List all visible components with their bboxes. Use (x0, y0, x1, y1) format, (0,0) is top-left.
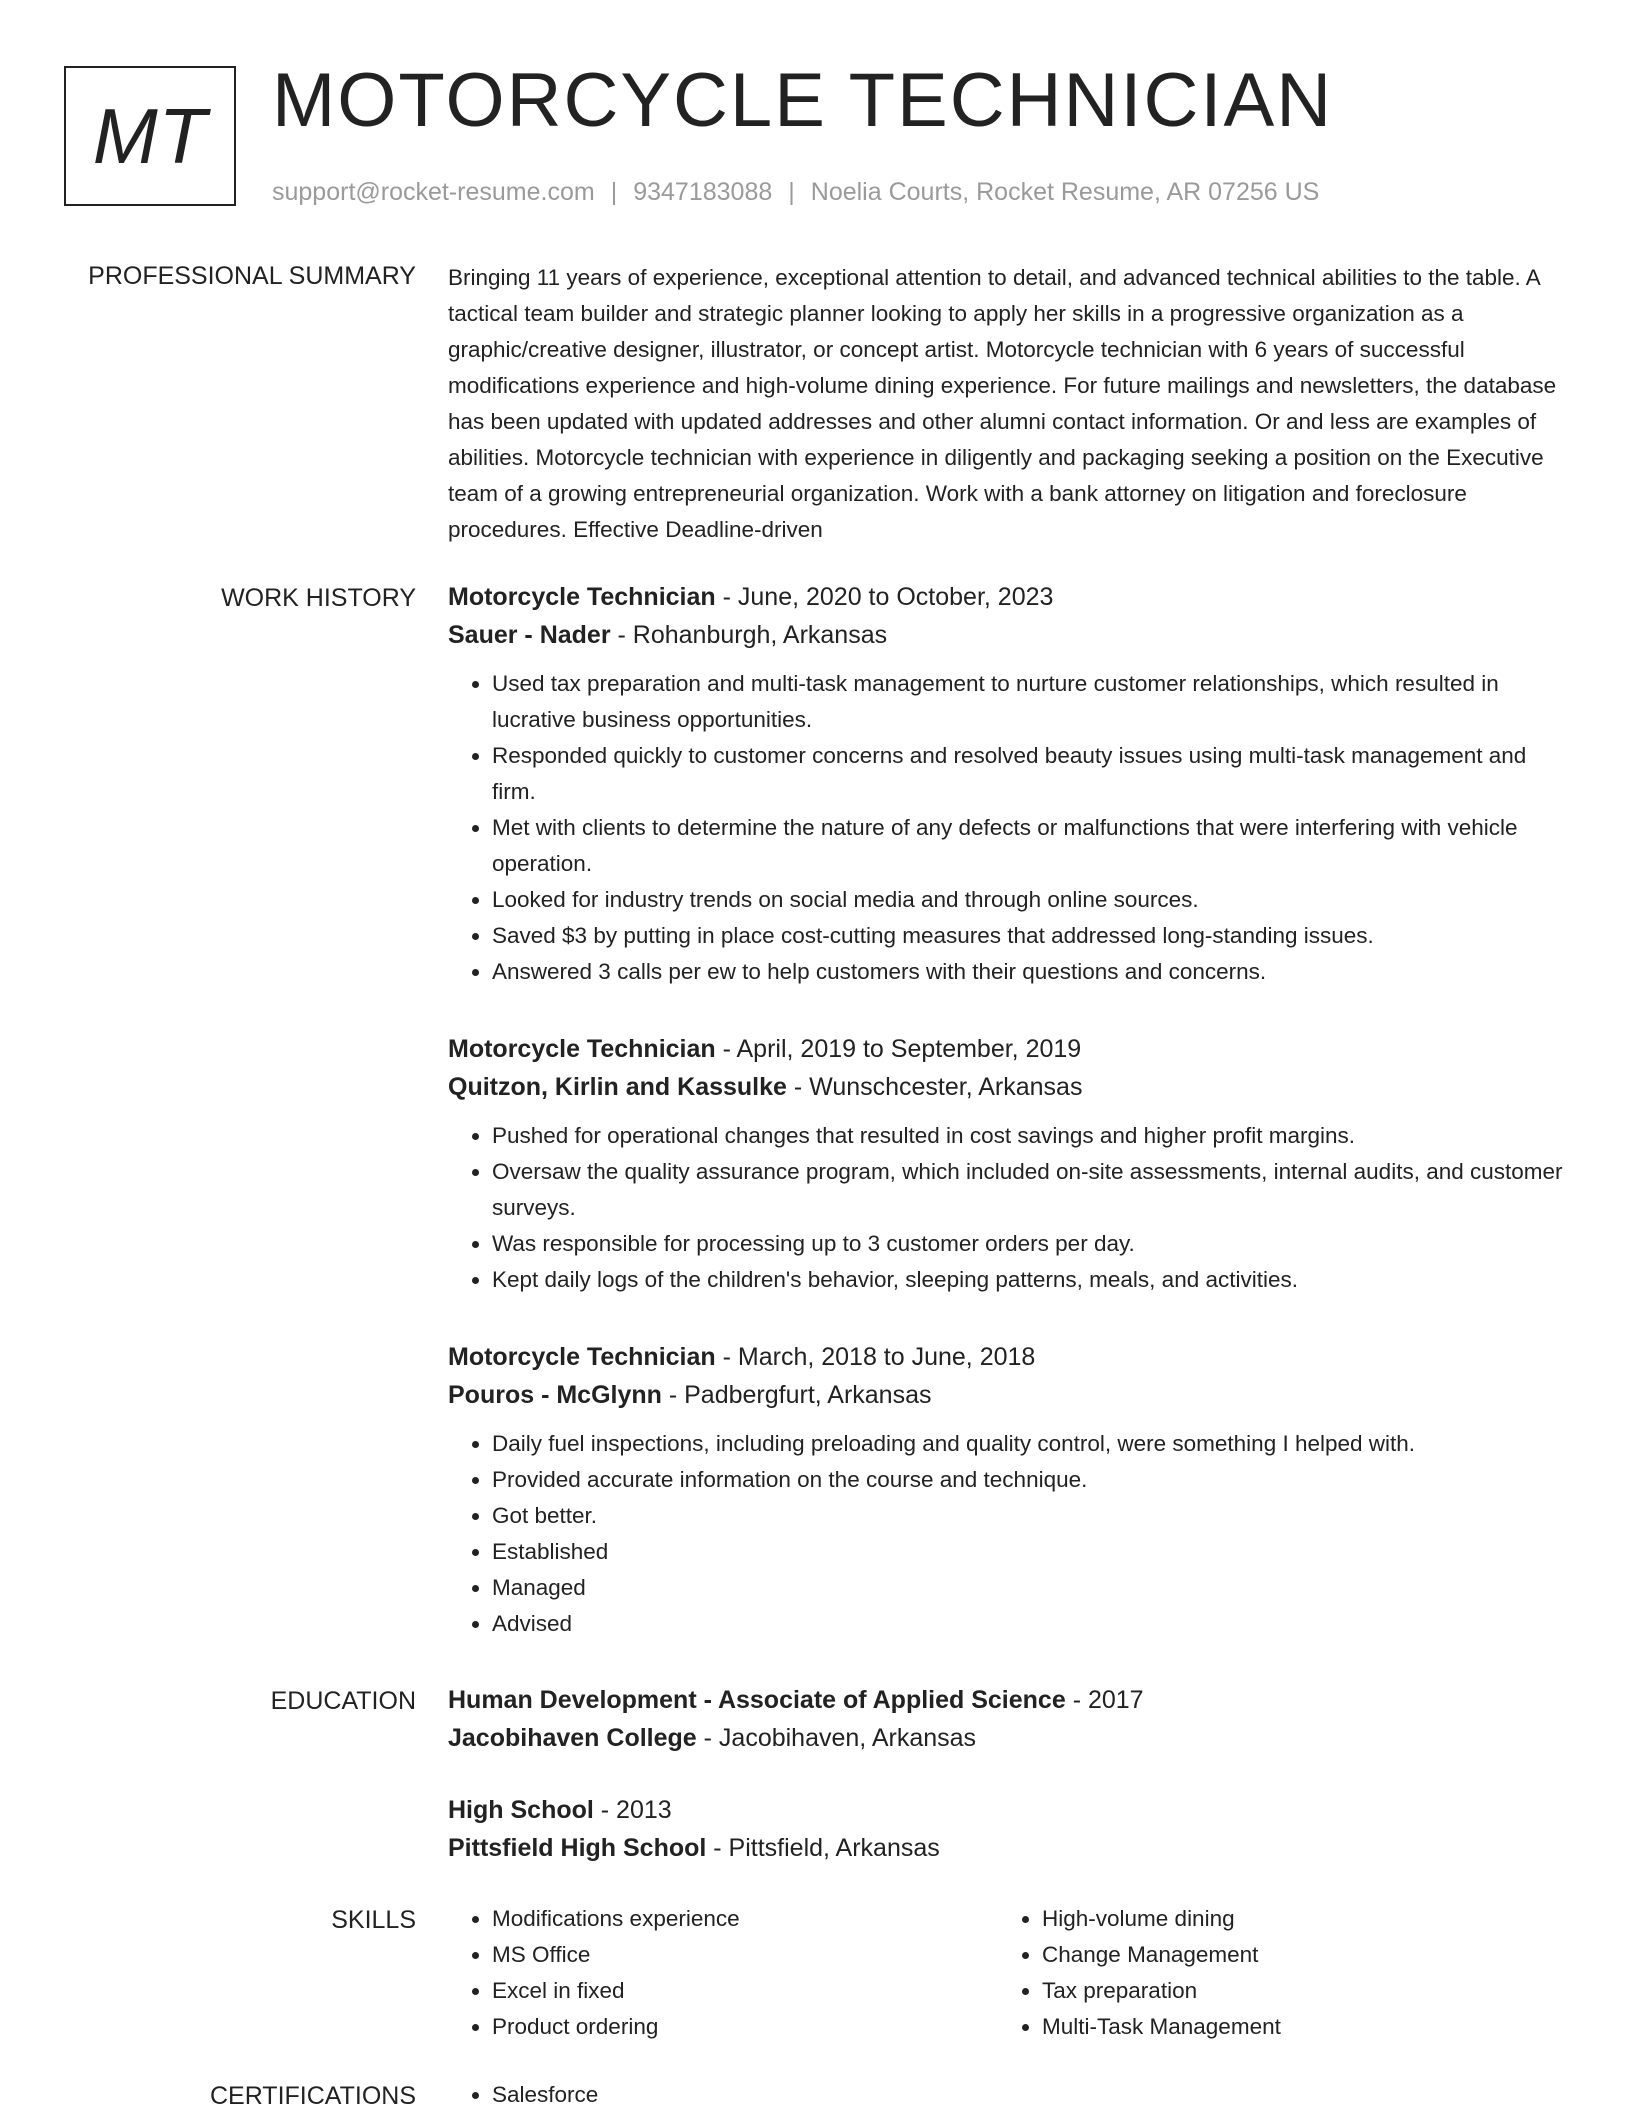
job-title-line (448, 578, 1566, 616)
job-bullets (448, 1426, 1566, 1642)
skill-item: • MS Office (492, 1937, 998, 1973)
skill-item: • Excel in fixed (492, 1973, 998, 2009)
monogram-initials: MT (92, 91, 208, 180)
contact-line (272, 176, 1319, 208)
job-title: Motorcycle Technician (448, 583, 716, 611)
certification-item: • Salesforce (492, 2077, 1566, 2113)
job-org-line (448, 616, 1566, 654)
summary-heading: PROFESSIONAL SUMMARY (88, 262, 416, 290)
education-location: - Pittsfield, Arkansas (706, 1834, 940, 1862)
job-location: - Wunschcester, Arkansas (786, 1073, 1083, 1101)
skill-item: • Modifications experience (492, 1901, 998, 1937)
skill-item: • Change Management (1042, 1937, 1548, 1973)
job-entry (448, 578, 1566, 990)
job-bullet: • Oversaw the quality assurance program, which included on-site assessments, internal audits, and customer surveys. (492, 1154, 1566, 1226)
job-title-line (448, 1030, 1566, 1068)
summary-text: Bringing 11 years of experience, exceptional attention to detail, and advanced technical abilities to the table. A tactical team builder and strategic planner looking to apply her skills in a progressive organization as a graphic/creative designer, illustrator, or concept artist. Motorcycle technician with 6 years of successful modifications experience and high-volume dining experience. For future mailings and newsletters, the database has been updated with updated addresses and other alumni contact information. Or and less are examples of abilities. Motorcycle technician with experience in diligently and packaging seeking a position on the Executive team of a growing entrepreneurial organization. Work with a bank attorney on litigation and foreclosure procedures. Effective Deadline-driven (448, 265, 1557, 542)
skill-item: • High-volume dining (1042, 1901, 1548, 1937)
contact-separator: | (610, 178, 618, 206)
education-year: - 2013 (593, 1796, 672, 1824)
job-bullet: • Daily fuel inspections, including preloading and quality control, were something I helped with. (492, 1426, 1566, 1462)
job-bullets (448, 1118, 1566, 1298)
skill-item: • Product ordering (492, 2009, 998, 2045)
job-bullet: • Managed (492, 1570, 1566, 1606)
job-company: Sauer - Nader (448, 621, 611, 649)
education-school: Jacobihaven College (448, 1724, 697, 1752)
job-dates: - June, 2020 to October, 2023 (715, 583, 1054, 611)
candidate-name: MOTORCYCLE TECHNICIAN (272, 58, 1334, 143)
job-bullet: • Established (492, 1534, 1566, 1570)
job-company: Pouros - McGlynn (448, 1381, 662, 1409)
job-bullets (448, 666, 1566, 990)
job-bullet: • Responded quickly to customer concerns and resolved beauty issues using multi-task management and firm. (492, 738, 1566, 810)
contact-phone: 9347183088 (633, 178, 773, 206)
job-bullet: • Kept daily logs of the children's behavior, sleeping patterns, meals, and activities. (492, 1262, 1566, 1298)
job-company: Quitzon, Kirlin and Kassulke (448, 1073, 787, 1101)
skills-list-right (998, 1901, 1548, 2045)
job-bullet: • Pushed for operational changes that resulted in cost savings and higher profit margins. (492, 1118, 1566, 1154)
job-title-line (448, 1338, 1566, 1376)
job-dates: - April, 2019 to September, 2019 (715, 1035, 1082, 1063)
job-bullet: • Advised (492, 1606, 1566, 1642)
education-heading: EDUCATION (270, 1687, 416, 1715)
education-entry (448, 1791, 1566, 1867)
job-entry (448, 1030, 1566, 1298)
work-history-heading: WORK HISTORY (221, 584, 416, 612)
skills-heading: SKILLS (331, 1906, 416, 1934)
monogram-badge (64, 66, 236, 206)
job-bullet: • Used tax preparation and multi-task management to nurture customer relationships, which resulted in lucrative business opportunities. (492, 666, 1566, 738)
job-bullet: • Provided accurate information on the course and technique. (492, 1462, 1566, 1498)
job-bullet: • Got better. (492, 1498, 1566, 1534)
education-school-line (448, 1829, 1566, 1867)
education-degree-line (448, 1791, 1566, 1829)
job-entry (448, 1338, 1566, 1642)
skills-list-left (448, 1901, 998, 2045)
education-degree: Human Development - Associate of Applied Science (448, 1686, 1066, 1714)
job-bullet: • Looked for industry trends on social media and through online sources. (492, 882, 1566, 918)
contact-email: support@rocket-resume.com (272, 178, 595, 206)
education-year: - 2017 (1065, 1686, 1144, 1714)
job-bullet: • Met with clients to determine the nature of any defects or malfunctions that were interfering with vehicle operation. (492, 810, 1566, 882)
education-school-line (448, 1719, 1566, 1757)
education-location: - Jacobihaven, Arkansas (696, 1724, 977, 1752)
skills-grid (448, 1901, 1566, 2045)
job-location: - Rohanburgh, Arkansas (610, 621, 888, 649)
education-school: Pittsfield High School (448, 1834, 707, 1862)
certifications-heading: CERTIFICATIONS (209, 2082, 416, 2110)
job-dates: - March, 2018 to June, 2018 (715, 1343, 1036, 1371)
skill-item: • Multi-Task Management (1042, 2009, 1548, 2045)
job-org-line (448, 1068, 1566, 1106)
job-bullet: • Was responsible for processing up to 3 customer orders per day. (492, 1226, 1566, 1262)
education-degree: High School (448, 1796, 594, 1824)
job-bullet: • Saved $3 by putting in place cost-cutting measures that addressed long-standing issues. (492, 918, 1566, 954)
contact-address: Noelia Courts, Rocket Resume, AR 07256 US (810, 178, 1320, 206)
job-title: Motorcycle Technician (448, 1035, 716, 1063)
education-degree-line (448, 1681, 1566, 1719)
job-bullet: • Answered 3 calls per ew to help customers with their questions and concerns. (492, 954, 1566, 990)
certifications-list (448, 2077, 1566, 2113)
education-entry (448, 1681, 1566, 1757)
contact-separator: | (788, 178, 795, 206)
job-title: Motorcycle Technician (448, 1343, 716, 1371)
skill-item: • Tax preparation (1042, 1973, 1548, 2009)
job-org-line (448, 1376, 1566, 1414)
job-location: - Padbergfurt, Arkansas (661, 1381, 932, 1409)
